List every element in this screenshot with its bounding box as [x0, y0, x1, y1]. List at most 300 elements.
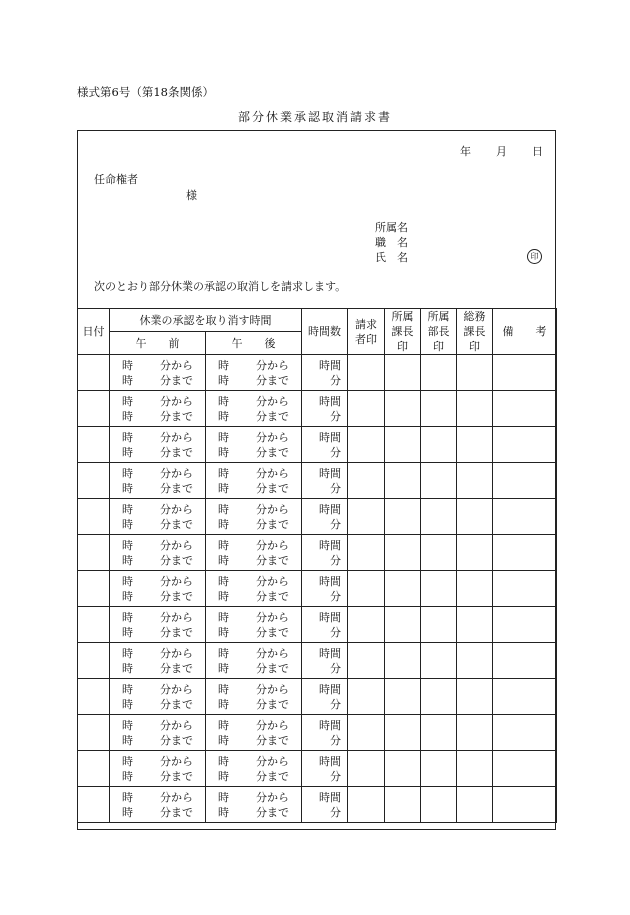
from-unit: 分から — [160, 358, 193, 372]
section-chief-seal-cell[interactable] — [385, 391, 421, 427]
from-unit: 分から — [256, 718, 289, 732]
requester-seal-cell[interactable] — [348, 715, 385, 751]
from-unit: 分から — [256, 682, 289, 696]
pm-time-cell[interactable] — [206, 643, 302, 679]
header-section-chief-line: 所属 — [391, 310, 414, 323]
pm-time-cell[interactable] — [206, 751, 302, 787]
date-cell[interactable] — [78, 355, 110, 391]
section-chief-seal-cell[interactable] — [385, 463, 421, 499]
dept-head-seal-cell[interactable] — [421, 679, 457, 715]
hour-unit: 時 — [122, 394, 133, 408]
am-from-line — [110, 790, 205, 805]
pm-from-line — [206, 574, 301, 589]
to-unit: 分まで — [256, 625, 289, 639]
header-time-group: 休業の承認を取り消す時間 — [110, 309, 302, 332]
from-unit: 分から — [256, 538, 289, 552]
hour-unit: 時 — [122, 733, 133, 747]
hour-unit: 時 — [218, 697, 229, 711]
section-chief-seal-cell[interactable] — [385, 715, 421, 751]
table-row — [78, 535, 557, 571]
dept-head-seal-cell[interactable] — [421, 535, 457, 571]
am-time-cell[interactable] — [110, 571, 206, 607]
hour-unit: 時 — [122, 769, 133, 783]
from-unit: 分から — [160, 682, 193, 696]
header-general-affairs-line: 印 — [469, 340, 480, 353]
to-unit: 分まで — [160, 625, 193, 639]
to-unit: 分まで — [256, 553, 289, 567]
am-time-cell[interactable] — [110, 787, 206, 823]
from-unit: 分から — [160, 574, 193, 588]
to-unit: 分まで — [160, 697, 193, 711]
pm-from-line — [206, 718, 301, 733]
am-to-line — [110, 805, 205, 820]
table-row — [78, 715, 557, 751]
minutes-unit: 分 — [330, 661, 341, 675]
remarks-cell[interactable] — [493, 535, 557, 571]
am-time-cell[interactable] — [110, 607, 206, 643]
pm-from-line — [206, 358, 301, 373]
hours-cell[interactable] — [302, 571, 348, 607]
dept-head-seal-cell[interactable] — [421, 499, 457, 535]
hours-cell[interactable] — [302, 355, 348, 391]
minutes-unit: 分 — [330, 445, 341, 459]
to-unit: 分まで — [160, 373, 193, 387]
am-to-line — [110, 769, 205, 784]
header-requester-seal-line: 請求 — [355, 317, 377, 331]
from-unit: 分から — [160, 394, 193, 408]
am-from-line — [110, 466, 205, 481]
hour-unit: 時 — [218, 430, 229, 444]
hour-unit: 時 — [218, 394, 229, 408]
header-dept-head-seal — [421, 309, 457, 355]
header-dept-head-line: 所属 — [427, 310, 450, 323]
table-row — [78, 355, 557, 391]
requester-seal-cell[interactable] — [348, 607, 385, 643]
requester-seal-cell[interactable] — [348, 571, 385, 607]
am-time-cell[interactable] — [110, 355, 206, 391]
hours-unit: 時間 — [319, 394, 341, 408]
table-row — [78, 463, 557, 499]
header-dept-head-line: 印 — [433, 340, 444, 353]
hour-unit: 時 — [122, 358, 133, 372]
am-time-cell[interactable] — [110, 535, 206, 571]
applicant-name-label: 氏 名 — [375, 251, 408, 264]
hour-unit: 時 — [122, 517, 133, 531]
pm-to-line — [206, 589, 301, 604]
table-row — [78, 571, 557, 607]
hour-unit: 時 — [218, 466, 229, 480]
header-am: 午 前 — [110, 332, 206, 355]
hour-unit: 時 — [218, 409, 229, 423]
to-unit: 分まで — [160, 769, 193, 783]
pm-time-cell[interactable] — [206, 679, 302, 715]
pm-from-line — [206, 754, 301, 769]
section-chief-seal-cell[interactable] — [385, 607, 421, 643]
from-unit: 分から — [160, 790, 193, 804]
am-to-line — [110, 625, 205, 640]
requester-seal-cell[interactable] — [348, 751, 385, 787]
hour-unit: 時 — [122, 610, 133, 624]
remarks-cell[interactable] — [493, 715, 557, 751]
header-section-chief-line: 印 — [397, 340, 408, 353]
remarks-cell[interactable] — [493, 607, 557, 643]
minutes-unit: 分 — [330, 805, 341, 819]
hours-cell[interactable] — [302, 463, 348, 499]
section-chief-seal-cell[interactable] — [385, 679, 421, 715]
am-from-line — [110, 646, 205, 661]
pm-from-line — [206, 790, 301, 805]
hour-unit: 時 — [218, 682, 229, 696]
remarks-cell[interactable] — [493, 391, 557, 427]
hour-unit: 時 — [218, 646, 229, 660]
am-time-cell[interactable] — [110, 499, 206, 535]
dept-head-seal-cell[interactable] — [421, 643, 457, 679]
to-unit: 分まで — [256, 805, 289, 819]
am-from-line — [110, 502, 205, 517]
date-cell[interactable] — [78, 751, 110, 787]
requester-seal-cell[interactable] — [348, 355, 385, 391]
requester-seal-cell[interactable] — [348, 787, 385, 823]
pm-to-line — [206, 373, 301, 388]
pm-time-cell[interactable] — [206, 535, 302, 571]
date-cell[interactable] — [78, 391, 110, 427]
pm-to-line — [206, 805, 301, 820]
dept-head-seal-cell[interactable] — [421, 355, 457, 391]
hour-unit: 時 — [122, 373, 133, 387]
to-unit: 分まで — [256, 517, 289, 531]
pm-time-cell[interactable] — [206, 787, 302, 823]
hour-unit: 時 — [218, 790, 229, 804]
table-row — [78, 499, 557, 535]
to-unit: 分まで — [160, 517, 193, 531]
hour-unit: 時 — [122, 646, 133, 660]
hour-unit: 時 — [218, 589, 229, 603]
hours-cell[interactable] — [302, 715, 348, 751]
section-chief-seal-cell[interactable] — [385, 355, 421, 391]
table-row — [78, 787, 557, 823]
header-date: 日付 — [78, 309, 110, 355]
am-from-line — [110, 610, 205, 625]
hour-unit: 時 — [218, 358, 229, 372]
from-unit: 分から — [256, 358, 289, 372]
date-cell[interactable] — [78, 535, 110, 571]
am-from-line — [110, 682, 205, 697]
hour-unit: 時 — [218, 553, 229, 567]
pm-time-cell[interactable] — [206, 355, 302, 391]
hours-unit: 時間 — [319, 538, 341, 552]
hour-unit: 時 — [122, 430, 133, 444]
am-to-line — [110, 553, 205, 568]
hour-unit: 時 — [218, 754, 229, 768]
header-section-chief-seal — [385, 309, 421, 355]
pm-time-cell[interactable] — [206, 607, 302, 643]
post-label: 職 名 — [375, 236, 408, 249]
hours-unit: 時間 — [319, 790, 341, 804]
dept-head-seal-cell[interactable] — [421, 463, 457, 499]
pm-time-cell[interactable] — [206, 715, 302, 751]
date-day-label: 日 — [532, 145, 543, 158]
hour-unit: 時 — [218, 661, 229, 675]
pm-to-line — [206, 517, 301, 532]
hour-unit: 時 — [218, 625, 229, 639]
from-unit: 分から — [160, 754, 193, 768]
general-affairs-seal-cell[interactable] — [457, 679, 493, 715]
pm-from-line — [206, 502, 301, 517]
from-unit: 分から — [256, 610, 289, 624]
from-unit: 分から — [256, 574, 289, 588]
am-time-cell[interactable] — [110, 391, 206, 427]
date-cell[interactable] — [78, 463, 110, 499]
hour-unit: 時 — [122, 805, 133, 819]
table-row — [78, 607, 557, 643]
section-chief-seal-cell[interactable] — [385, 751, 421, 787]
section-chief-seal-cell[interactable] — [385, 427, 421, 463]
date-cell[interactable] — [78, 499, 110, 535]
hour-unit: 時 — [218, 538, 229, 552]
header-remarks: 備 考 — [493, 309, 557, 355]
pm-from-line — [206, 466, 301, 481]
am-time-cell[interactable] — [110, 427, 206, 463]
to-unit: 分まで — [256, 481, 289, 495]
hours-unit: 時間 — [319, 646, 341, 660]
pm-from-line — [206, 610, 301, 625]
hours-cell[interactable] — [302, 499, 348, 535]
dept-head-seal-cell[interactable] — [421, 571, 457, 607]
dept-head-seal-cell[interactable] — [421, 427, 457, 463]
hour-unit: 時 — [122, 481, 133, 495]
hours-unit: 時間 — [319, 754, 341, 768]
header-requester-seal-line: 者印 — [355, 332, 377, 346]
remarks-cell[interactable] — [493, 571, 557, 607]
to-unit: 分まで — [160, 445, 193, 459]
hour-unit: 時 — [218, 718, 229, 732]
to-unit: 分まで — [256, 697, 289, 711]
hours-unit: 時間 — [319, 682, 341, 696]
am-from-line — [110, 754, 205, 769]
remarks-cell[interactable] — [493, 643, 557, 679]
hours-unit: 時間 — [319, 574, 341, 588]
table-row — [78, 391, 557, 427]
am-to-line — [110, 409, 205, 424]
am-time-cell[interactable] — [110, 643, 206, 679]
minutes-unit: 分 — [330, 769, 341, 783]
general-affairs-seal-cell[interactable] — [457, 499, 493, 535]
to-unit: 分まで — [256, 409, 289, 423]
hour-unit: 時 — [122, 538, 133, 552]
form-frame — [77, 130, 556, 830]
hours-cell[interactable] — [302, 643, 348, 679]
am-time-cell[interactable] — [110, 679, 206, 715]
hour-unit: 時 — [122, 661, 133, 675]
remarks-cell[interactable] — [493, 427, 557, 463]
am-to-line — [110, 697, 205, 712]
requester-seal-cell[interactable] — [348, 463, 385, 499]
header-general-affairs-line: 課長 — [463, 325, 486, 338]
am-from-line — [110, 538, 205, 553]
hour-unit: 時 — [122, 754, 133, 768]
dept-head-seal-cell[interactable] — [421, 787, 457, 823]
hour-unit: 時 — [218, 805, 229, 819]
pm-from-line — [206, 682, 301, 697]
pm-time-cell[interactable] — [206, 427, 302, 463]
to-unit: 分まで — [160, 589, 193, 603]
requester-seal-cell[interactable] — [348, 391, 385, 427]
hours-cell[interactable] — [302, 751, 348, 787]
dept-head-seal-cell[interactable] — [421, 751, 457, 787]
am-from-line — [110, 430, 205, 445]
date-cell[interactable] — [78, 607, 110, 643]
minutes-unit: 分 — [330, 625, 341, 639]
to-unit: 分まで — [256, 661, 289, 675]
general-affairs-seal-cell[interactable] — [457, 427, 493, 463]
hours-cell[interactable] — [302, 535, 348, 571]
dept-head-seal-cell[interactable] — [421, 715, 457, 751]
from-unit: 分から — [256, 430, 289, 444]
pm-time-cell[interactable] — [206, 571, 302, 607]
minutes-unit: 分 — [330, 517, 341, 531]
am-to-line — [110, 661, 205, 676]
hours-cell[interactable] — [302, 679, 348, 715]
from-unit: 分から — [256, 754, 289, 768]
remarks-cell[interactable] — [493, 751, 557, 787]
pm-time-cell[interactable] — [206, 499, 302, 535]
am-to-line — [110, 373, 205, 388]
section-chief-seal-cell[interactable] — [385, 535, 421, 571]
header-general-affairs-seal — [457, 309, 493, 355]
hours-cell[interactable] — [302, 787, 348, 823]
hour-unit: 時 — [122, 409, 133, 423]
date-cell[interactable] — [78, 427, 110, 463]
am-to-line — [110, 445, 205, 460]
request-statement: 次のとおり部分休業の承認の取消しを請求します。 — [94, 280, 347, 293]
hour-unit: 時 — [122, 697, 133, 711]
hour-unit: 時 — [218, 574, 229, 588]
general-affairs-seal-cell[interactable] — [457, 463, 493, 499]
general-affairs-seal-cell[interactable] — [457, 391, 493, 427]
hour-unit: 時 — [122, 718, 133, 732]
general-affairs-seal-cell[interactable] — [457, 751, 493, 787]
pm-to-line — [206, 769, 301, 784]
to-unit: 分まで — [160, 481, 193, 495]
remarks-cell[interactable] — [493, 355, 557, 391]
header-section-chief-line: 課長 — [391, 325, 414, 338]
pm-to-line — [206, 661, 301, 676]
general-affairs-seal-cell[interactable] — [457, 571, 493, 607]
hours-unit: 時間 — [319, 610, 341, 624]
minutes-unit: 分 — [330, 553, 341, 567]
header-hours: 時間数 — [302, 309, 348, 355]
to-unit: 分まで — [160, 805, 193, 819]
to-unit: 分まで — [256, 445, 289, 459]
table-row — [78, 751, 557, 787]
requester-seal-cell[interactable] — [348, 679, 385, 715]
date-cell[interactable] — [78, 679, 110, 715]
pm-time-cell[interactable] — [206, 391, 302, 427]
general-affairs-seal-cell[interactable] — [457, 535, 493, 571]
from-unit: 分から — [160, 502, 193, 516]
hours-cell[interactable] — [302, 607, 348, 643]
hour-unit: 時 — [122, 445, 133, 459]
minutes-unit: 分 — [330, 409, 341, 423]
cancellation-table — [77, 308, 557, 823]
hour-unit: 時 — [218, 733, 229, 747]
pm-time-cell[interactable] — [206, 463, 302, 499]
remarks-cell[interactable] — [493, 679, 557, 715]
table-row — [78, 643, 557, 679]
hour-unit: 時 — [122, 553, 133, 567]
section-chief-seal-cell[interactable] — [385, 571, 421, 607]
general-affairs-seal-cell[interactable] — [457, 607, 493, 643]
appointer-label: 任命権者 — [94, 173, 138, 186]
remarks-cell[interactable] — [493, 499, 557, 535]
from-unit: 分から — [160, 718, 193, 732]
pm-to-line — [206, 481, 301, 496]
hours-unit: 時間 — [319, 466, 341, 480]
dept-name-label: 所属名 — [375, 221, 408, 234]
general-affairs-seal-cell[interactable] — [457, 355, 493, 391]
from-unit: 分から — [160, 430, 193, 444]
date-cell[interactable] — [78, 643, 110, 679]
am-to-line — [110, 517, 205, 532]
general-affairs-seal-cell[interactable] — [457, 787, 493, 823]
pm-from-line — [206, 430, 301, 445]
date-cell[interactable] — [78, 787, 110, 823]
hour-unit: 時 — [218, 373, 229, 387]
dept-head-seal-cell[interactable] — [421, 391, 457, 427]
am-time-cell[interactable] — [110, 715, 206, 751]
minutes-unit: 分 — [330, 373, 341, 387]
am-from-line — [110, 394, 205, 409]
from-unit: 分から — [160, 610, 193, 624]
remarks-cell[interactable] — [493, 463, 557, 499]
remarks-cell[interactable] — [493, 787, 557, 823]
header-dept-head-line: 部長 — [427, 325, 450, 338]
from-unit: 分から — [256, 466, 289, 480]
am-time-cell[interactable] — [110, 751, 206, 787]
requester-seal-cell[interactable] — [348, 427, 385, 463]
hour-unit: 時 — [122, 790, 133, 804]
minutes-unit: 分 — [330, 733, 341, 747]
minutes-unit: 分 — [330, 481, 341, 495]
from-unit: 分から — [256, 790, 289, 804]
hour-unit: 時 — [122, 466, 133, 480]
hours-cell[interactable] — [302, 427, 348, 463]
pm-from-line — [206, 538, 301, 553]
general-affairs-seal-cell[interactable] — [457, 715, 493, 751]
date-cell[interactable] — [78, 571, 110, 607]
hours-cell[interactable] — [302, 391, 348, 427]
date-cell[interactable] — [78, 715, 110, 751]
pm-to-line — [206, 733, 301, 748]
section-chief-seal-cell[interactable] — [385, 643, 421, 679]
dept-head-seal-cell[interactable] — [421, 607, 457, 643]
am-time-cell[interactable] — [110, 463, 206, 499]
requester-seal-cell[interactable] — [348, 535, 385, 571]
general-affairs-seal-cell[interactable] — [457, 643, 493, 679]
from-unit: 分から — [256, 394, 289, 408]
from-unit: 分から — [256, 502, 289, 516]
requester-seal-cell[interactable] — [348, 499, 385, 535]
requester-seal-cell[interactable] — [348, 643, 385, 679]
hour-unit: 時 — [122, 574, 133, 588]
to-unit: 分まで — [160, 553, 193, 567]
section-chief-seal-cell[interactable] — [385, 787, 421, 823]
from-unit: 分から — [160, 538, 193, 552]
hour-unit: 時 — [122, 589, 133, 603]
hour-unit: 時 — [218, 502, 229, 516]
header-general-affairs-line: 総務 — [463, 310, 486, 323]
section-chief-seal-cell[interactable] — [385, 499, 421, 535]
